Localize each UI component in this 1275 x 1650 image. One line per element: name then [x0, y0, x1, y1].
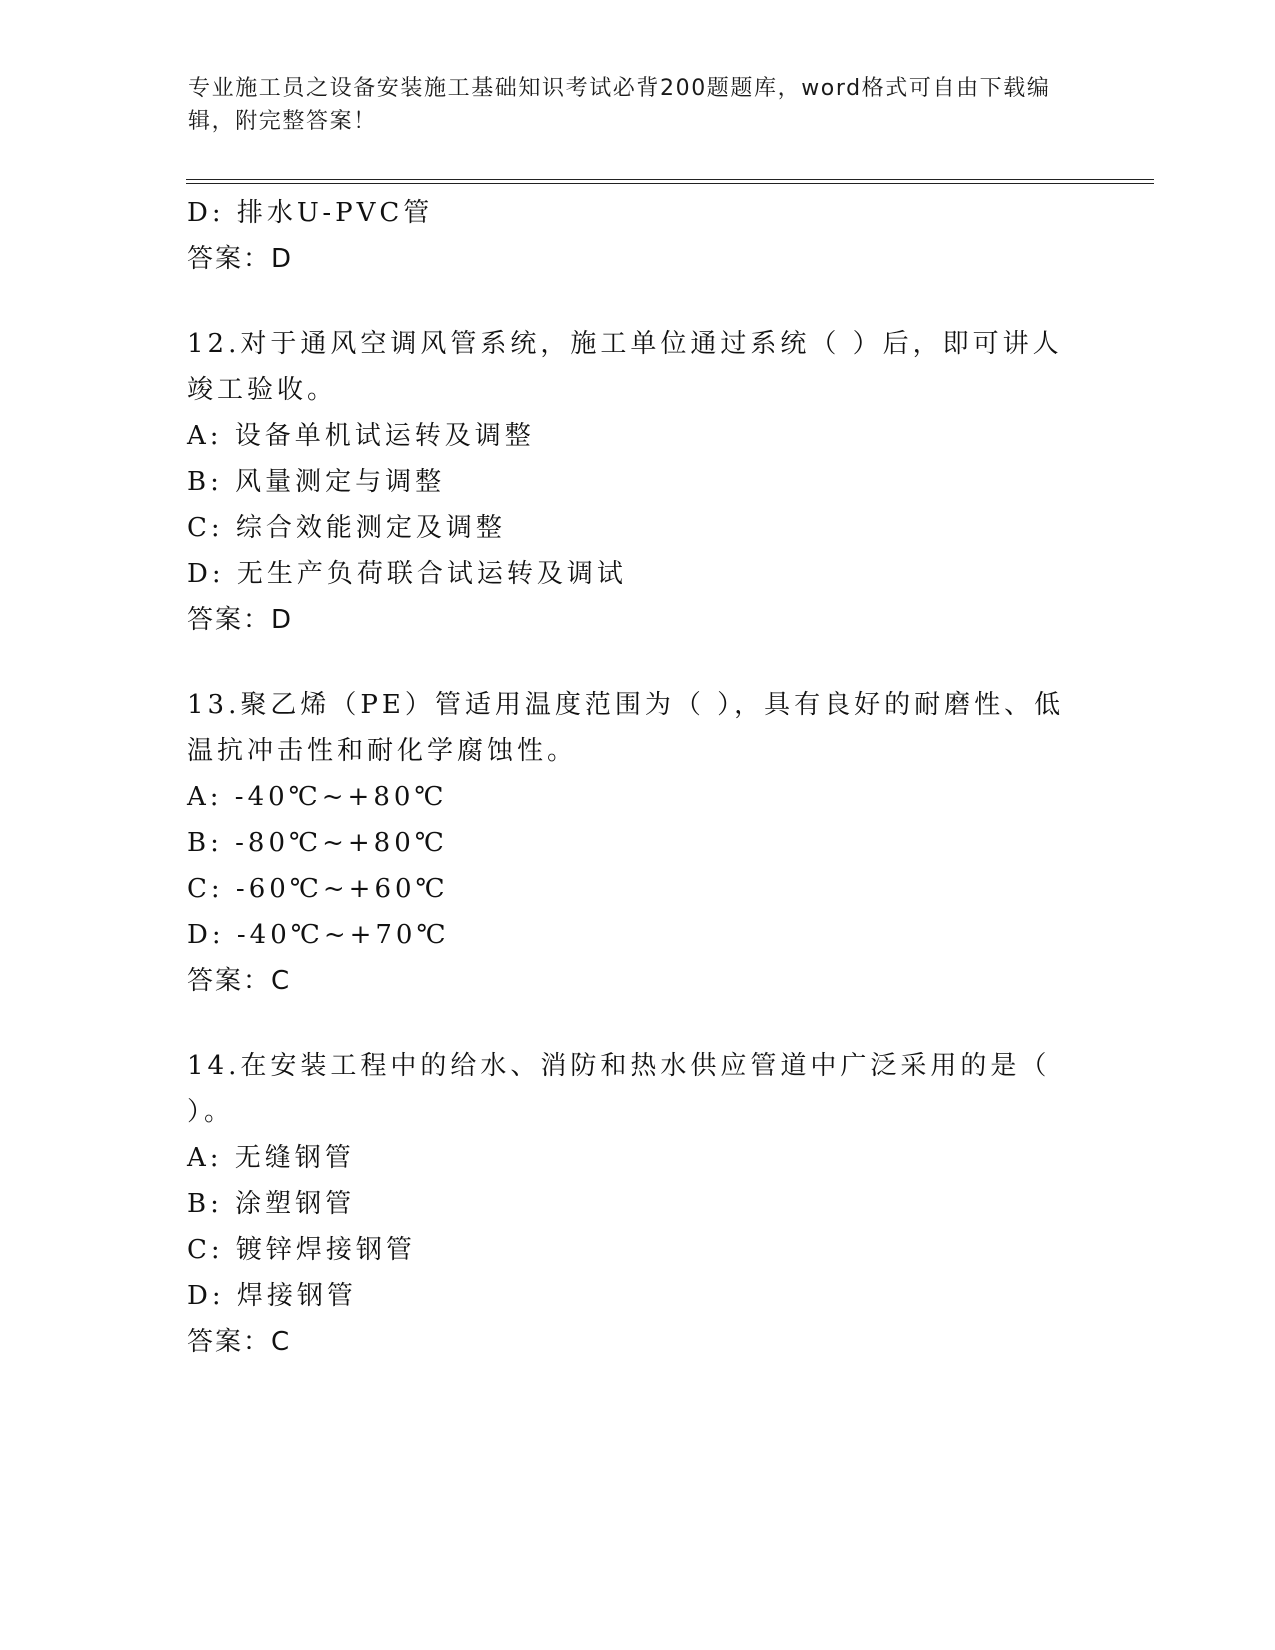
- option-a: A: 无缝钢管: [187, 1143, 355, 1173]
- option-d: D: 焊接钢管: [187, 1281, 357, 1311]
- answer: 答案：C: [187, 966, 292, 996]
- previous-question-answer: 答案：D: [187, 244, 294, 274]
- answer: 答案：D: [187, 605, 294, 635]
- option-c: C: 综合效能测定及调整: [187, 513, 506, 543]
- header-divider-bottom: [186, 183, 1154, 184]
- question-stem: 13.聚乙烯（PE）管适用温度范围为（ ），具有良好的耐磨性、低温抗冲击性和耐化学腐蚀性。: [187, 690, 1065, 766]
- previous-question-option-d: D: 排水U-PVC管: [187, 198, 434, 228]
- question-12: [187, 321, 1077, 643]
- option-a: A: 设备单机试运转及调整: [187, 421, 535, 451]
- document-header: 专业施工员之设备安装施工基础知识考试必背200题题库，word格式可自由下载编辑，附完整答案！: [188, 76, 1051, 134]
- option-b: B: 涂塑钢管: [187, 1189, 356, 1219]
- header-divider-top: [186, 179, 1154, 180]
- option-d: D: -40℃~+70℃: [187, 920, 450, 950]
- option-b: B: -80℃~+80℃: [187, 828, 448, 858]
- option-d: D: 无生产负荷联合试运转及调试: [187, 559, 627, 589]
- option-c: C: -60℃~+60℃: [187, 874, 449, 904]
- question-stem: 14.在安装工程中的给水、消防和热水供应管道中广泛采用的是（ ）。: [187, 1051, 1051, 1127]
- option-a: A: -40℃~+80℃: [187, 782, 448, 812]
- question-14: [187, 1043, 1077, 1365]
- option-c: C: 镀锌焊接钢管: [187, 1235, 416, 1265]
- question-13: [187, 682, 1077, 1004]
- answer: 答案：C: [187, 1327, 292, 1357]
- option-b: B: 风量测定与调整: [187, 467, 446, 497]
- question-stem: 12.对于通风空调风管系统，施工单位通过系统（ ）后，即可讲人竣工验收。: [187, 329, 1063, 405]
- question-list: [187, 190, 1077, 1365]
